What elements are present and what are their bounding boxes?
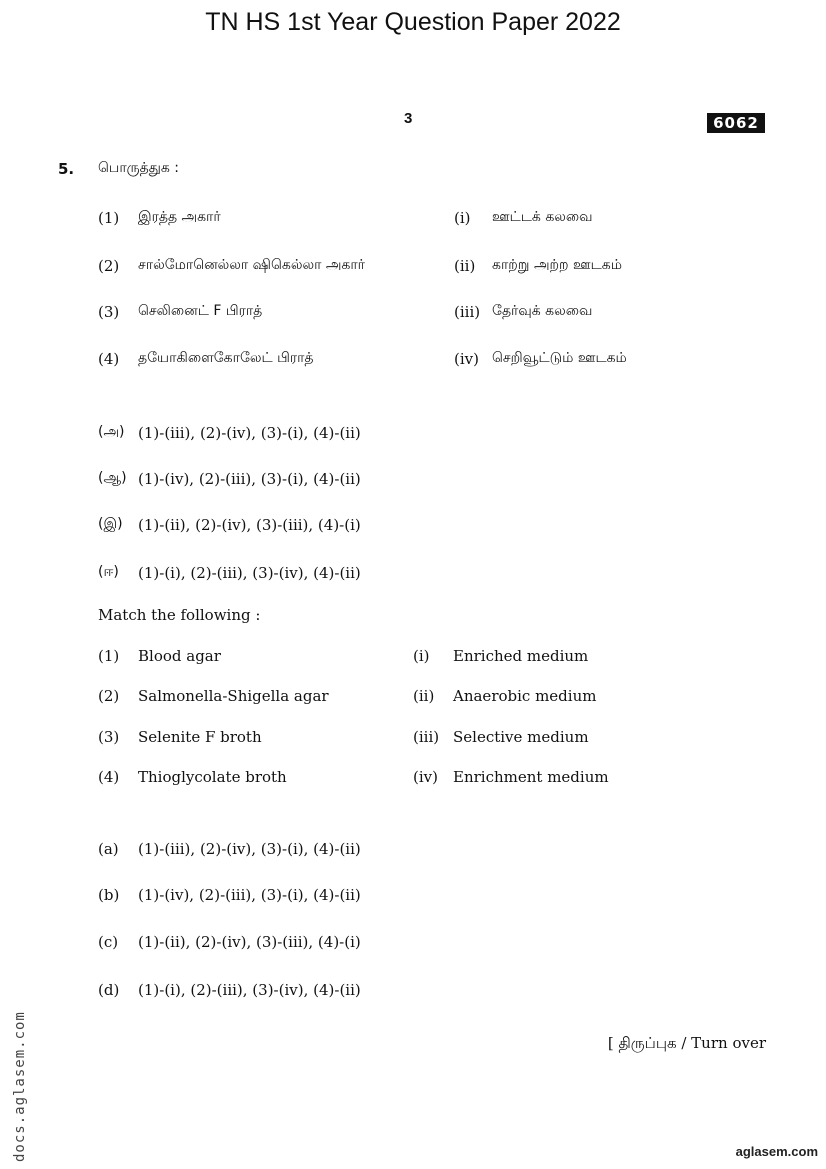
tamil-col-a-label: (3)	[98, 303, 120, 321]
tamil-option-label: (ஆ)	[98, 470, 127, 486]
english-col-b-text: Anaerobic medium	[453, 687, 597, 705]
english-option-text: (1)-(ii), (2)-(iv), (3)-(iii), (4)-(i)	[138, 933, 361, 951]
english-col-a-text: Thioglycolate broth	[138, 768, 287, 786]
turn-over-note: [ திருப்புக / Turn over	[607, 1034, 766, 1052]
tamil-option-text: (1)-(iv), (2)-(iii), (3)-(i), (4)-(ii)	[138, 470, 361, 488]
tamil-col-a-label: (2)	[98, 257, 120, 275]
tamil-col-b-text: தேர்வுக் கலவை	[492, 303, 593, 319]
tamil-col-a-text: சால்மோனெல்லா ஷிகெல்லா அகார்	[138, 257, 365, 273]
tamil-option-label: (அ)	[98, 424, 125, 440]
english-col-b-label: (iv)	[413, 768, 438, 786]
tamil-col-a-label: (4)	[98, 350, 120, 368]
english-col-a-label: (2)	[98, 687, 120, 705]
english-col-a-label: (3)	[98, 728, 120, 746]
tamil-col-b-label: (iii)	[454, 303, 481, 321]
english-col-a-text: Salmonella-Shigella agar	[138, 687, 329, 705]
tamil-option-label: (ஈ)	[98, 564, 119, 580]
tamil-col-b-label: (ii)	[454, 257, 476, 275]
english-option-label: (b)	[98, 886, 120, 904]
side-watermark: docs.aglasem.com	[12, 1011, 28, 1162]
english-col-a-label: (1)	[98, 647, 120, 665]
english-option-label: (a)	[98, 840, 119, 858]
tamil-option-text: (1)-(iii), (2)-(iv), (3)-(i), (4)-(ii)	[138, 424, 361, 442]
english-option-text: (1)-(iii), (2)-(iv), (3)-(i), (4)-(ii)	[138, 840, 361, 858]
tamil-option-text: (1)-(i), (2)-(iii), (3)-(iv), (4)-(ii)	[138, 564, 361, 582]
tamil-instruction: பொருத்துக :	[98, 160, 179, 176]
english-col-a-text: Blood agar	[138, 647, 221, 665]
tamil-col-a-text: தயோகிளைகோலேட் பிராத்	[138, 350, 314, 366]
tamil-option-text: (1)-(ii), (2)-(iv), (3)-(iii), (4)-(i)	[138, 516, 361, 534]
english-col-b-label: (ii)	[413, 687, 435, 705]
question-number: 5.	[58, 160, 75, 178]
english-instruction: Match the following :	[98, 606, 261, 624]
tamil-col-a-text: செலினைட் F பிராத்	[138, 303, 263, 319]
english-col-b-label: (iii)	[413, 728, 440, 746]
english-option-text: (1)-(iv), (2)-(iii), (3)-(i), (4)-(ii)	[138, 886, 361, 904]
banner-title: TN HS 1st Year Question Paper 2022	[205, 8, 621, 36]
tamil-col-b-label: (iv)	[454, 350, 479, 368]
english-col-a-label: (4)	[98, 768, 120, 786]
tamil-col-b-text: செறிவூட்டும் ஊடகம்	[492, 350, 627, 366]
english-option-label: (d)	[98, 981, 120, 999]
footer-brand: aglasem.com	[735, 1144, 818, 1159]
page-number: 3	[404, 110, 413, 127]
tamil-col-b-text: காற்று அற்ற ஊடகம்	[492, 257, 623, 273]
tamil-col-a-label: (1)	[98, 209, 120, 227]
tamil-col-b-text: ஊட்டக் கலவை	[492, 209, 593, 225]
paper-code-badge: 6062	[707, 113, 765, 133]
tamil-col-b-label: (i)	[454, 209, 471, 227]
english-col-b-text: Enrichment medium	[453, 768, 609, 786]
english-col-b-text: Enriched medium	[453, 647, 589, 665]
english-col-b-label: (i)	[413, 647, 430, 665]
english-col-a-text: Selenite F broth	[138, 728, 262, 746]
english-col-b-text: Selective medium	[453, 728, 589, 746]
tamil-option-label: (இ)	[98, 516, 123, 532]
english-option-text: (1)-(i), (2)-(iii), (3)-(iv), (4)-(ii)	[138, 981, 361, 999]
tamil-col-a-text: இரத்த அகார்	[138, 209, 221, 225]
english-option-label: (c)	[98, 933, 119, 951]
